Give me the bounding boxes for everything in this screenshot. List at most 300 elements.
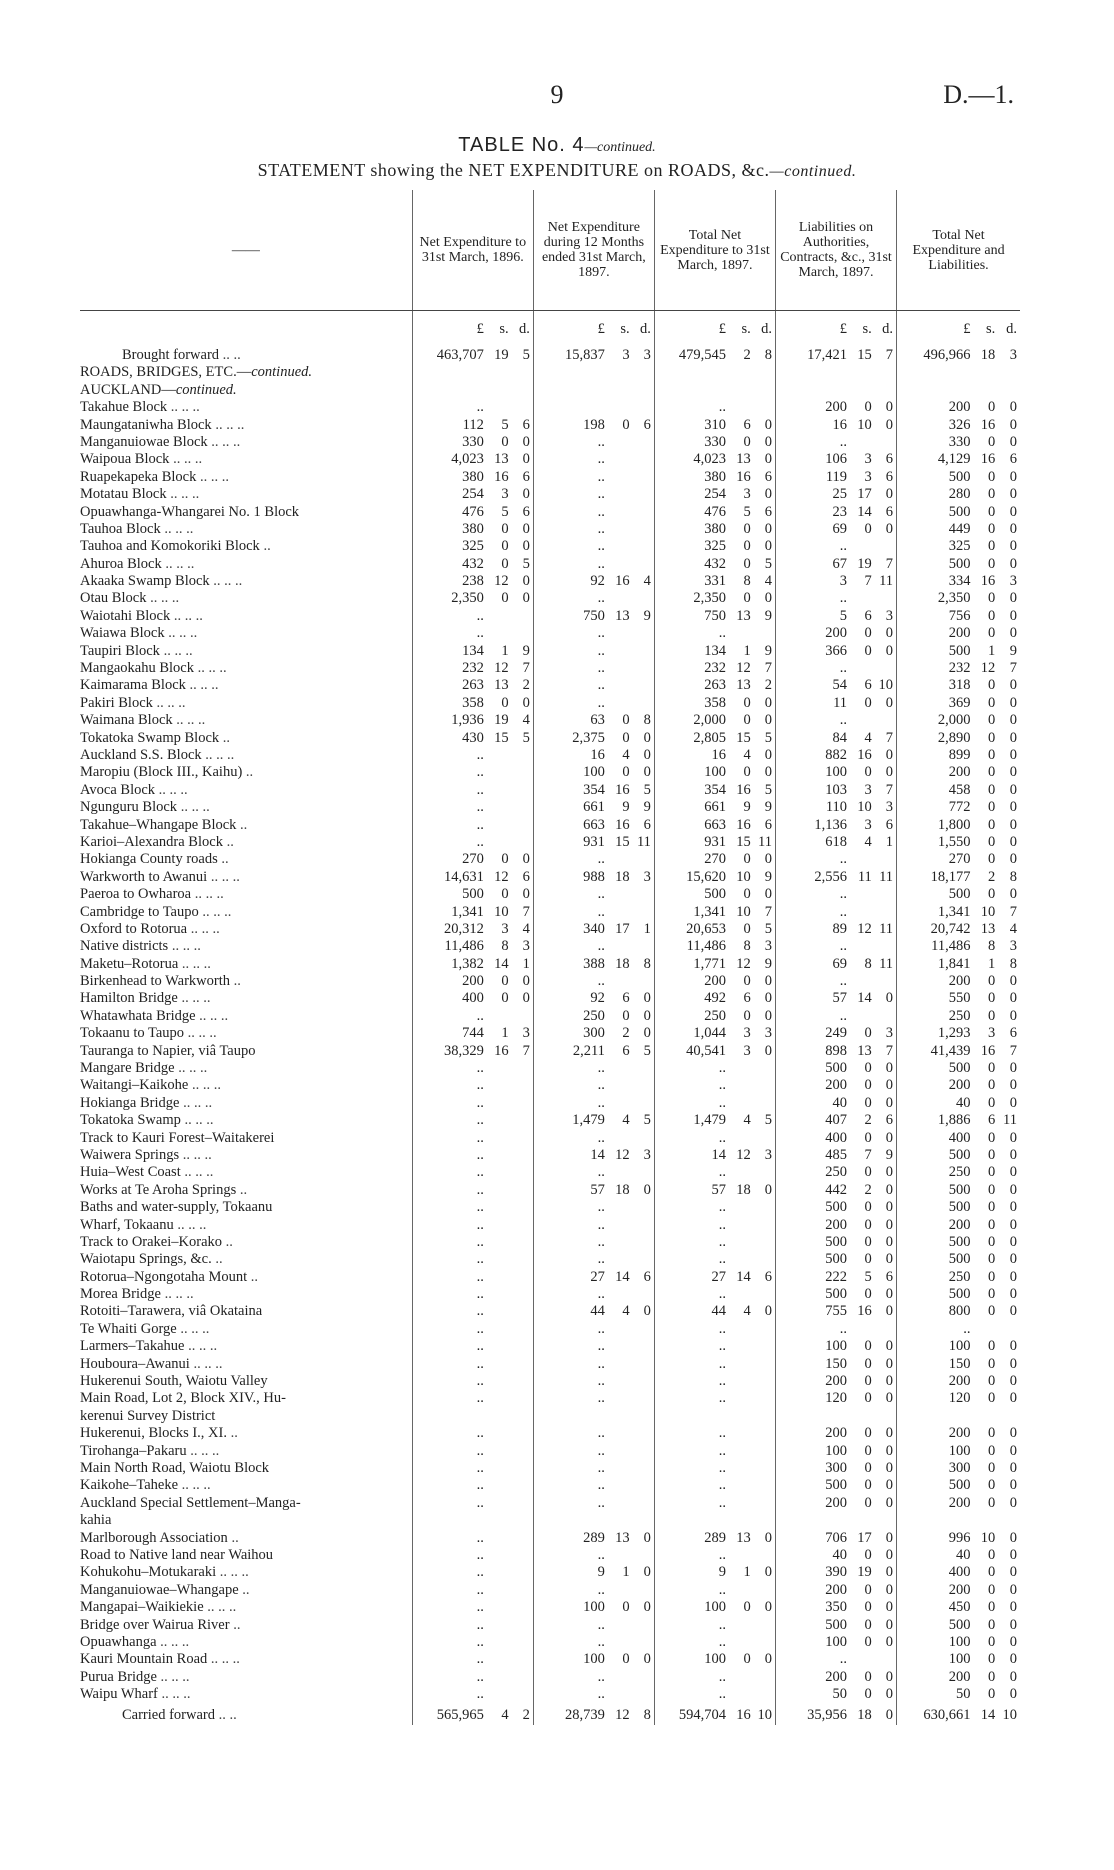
row-63-cont-col4-pounds: [775, 1512, 849, 1529]
row-61-col4-pounds: 300: [775, 1460, 849, 1477]
row-61-col5-shillings: 0: [987, 1460, 996, 1476]
row-61-col1-shillings: [486, 1460, 510, 1477]
row-72-col3-shillings: [728, 1669, 752, 1686]
row-10-col5-pence: 0: [1009, 555, 1017, 572]
row-67-col5-shillings: 0: [987, 1581, 996, 1598]
row-51-col4-pounds: 222: [775, 1269, 849, 1286]
row-58-cont-col4-pence: [873, 1408, 897, 1425]
row-73-col2-pence: [631, 1686, 655, 1703]
row-31-col2-pounds: 340: [533, 921, 607, 938]
row-66-col4-pounds: 390: [775, 1564, 849, 1581]
leader-dots: .. .. ..: [191, 886, 224, 903]
row-69-col1-pounds: ..: [412, 1617, 486, 1634]
row-17-col2-pounds: ..: [533, 677, 607, 694]
table-row: [80, 573, 1020, 590]
row-29-col5-pounds: 500: [897, 886, 973, 903]
row-9-col4-shillings: [849, 538, 873, 555]
row-11-col1-pence: 0: [522, 573, 530, 590]
row-60-col5-shillings: 0: [987, 1442, 996, 1459]
row-49-col2-shillings: [607, 1234, 631, 1251]
row-5-col1-pence: 6: [522, 468, 530, 485]
subsection-heading-col3-shillings: [728, 382, 752, 399]
row-39-col4-pounds: 500: [775, 1060, 849, 1077]
row-label: [80, 1147, 412, 1164]
carried-forward-col4-pence: 0: [885, 1707, 894, 1724]
row-38-col4-shillings: 13: [857, 1042, 872, 1059]
row-63-col3-shillings: [728, 1495, 752, 1512]
row-9-col5-shillings: 0: [987, 538, 996, 555]
row-50-col5-shillings: 0: [987, 1251, 996, 1268]
row-53-col1-pence: [510, 1303, 534, 1320]
row-14-col4-shillings: 0: [864, 625, 872, 642]
row-label-text: Hamilton Bridge: [80, 990, 178, 1007]
row-7-col2-shillings: [607, 504, 631, 521]
row-72-col3-pounds: ..: [654, 1669, 728, 1686]
leader-dots: ..: [247, 1268, 259, 1285]
row-27-col2-pounds: ..: [533, 851, 607, 868]
row-29-col4-pence: [873, 886, 897, 903]
row-55-col2-shillings: [607, 1338, 631, 1355]
row-5-col5-pence: 0: [1009, 468, 1017, 485]
row-32-col5-pence: 3: [1009, 938, 1017, 955]
row-30-col1-pounds: 1,341: [412, 904, 486, 921]
row-14-col4-pounds: 200: [775, 625, 849, 642]
row-label: [80, 399, 412, 416]
row-20-col4-pounds: 84: [775, 730, 849, 747]
row-18-col2-pounds: ..: [533, 695, 607, 712]
row-25-col3-pence: 6: [764, 816, 772, 833]
table-row: [80, 1338, 1020, 1355]
row-label: [80, 1043, 412, 1060]
row-6-col2-pounds: ..: [533, 486, 607, 503]
row-64-col3-pounds: 289: [654, 1530, 728, 1547]
table-row: [80, 1477, 1020, 1494]
row-71-col3-pounds: 100: [654, 1651, 728, 1668]
row-7-col4-pence: 6: [885, 503, 894, 520]
row-44-col4-pence: 9: [885, 1146, 894, 1163]
table-row: [80, 1547, 1020, 1564]
row-19-col4-pounds: ..: [775, 712, 849, 729]
row-16-col3-pence: 7: [764, 660, 772, 677]
row-18-col5-pounds: 369: [897, 695, 973, 712]
row-53-col3-shillings: 4: [743, 1303, 751, 1320]
row-66-col1-pounds: ..: [412, 1564, 486, 1581]
row-8-col2-pounds: ..: [533, 521, 607, 538]
row-49-col2-pounds: ..: [533, 1234, 607, 1251]
row-44-col5-shillings: 0: [987, 1146, 996, 1163]
row-49-col4-shillings: 0: [864, 1233, 872, 1250]
table-row: [80, 590, 1020, 607]
row-22-col2-shillings: 0: [622, 764, 630, 781]
row-20-col1-pence: 5: [522, 729, 530, 746]
row-22-col2-pounds: 100: [533, 764, 607, 781]
row-4-col1-pounds: 4,023: [412, 451, 486, 468]
row-54-col4-pence: [873, 1321, 897, 1338]
row-19-col4-pence: [873, 712, 897, 729]
row-3-col2-pounds: ..: [533, 434, 607, 451]
row-21-col4-pence: 0: [885, 746, 894, 763]
row-label-text: Wharf, Tokaanu: [80, 1216, 174, 1233]
row-70-col4-shillings: 0: [864, 1633, 872, 1650]
row-28-col3-pence: 9: [764, 868, 772, 885]
row-49-col1-shillings: [486, 1234, 510, 1251]
row-label: [80, 1669, 412, 1686]
row-65-col4-pounds: 40: [775, 1547, 849, 1564]
row-68-col2-pence: 0: [643, 1599, 651, 1616]
row-label-text: Baths and water-supply, Tokaanu: [80, 1199, 273, 1216]
unit-pence: d.: [882, 321, 894, 337]
row-2-col4-pounds: 16: [775, 417, 849, 434]
row-15-col2-pence: [631, 643, 655, 660]
row-50-col4-pence: 0: [885, 1251, 894, 1268]
row-43-col4-shillings: 0: [864, 1129, 872, 1146]
row-64-col5-pence: 0: [1009, 1529, 1017, 1546]
row-63-col1-shillings: [486, 1495, 510, 1512]
row-58-cont-col4-shillings: [849, 1408, 873, 1425]
row-55-col3-shillings: [728, 1338, 752, 1355]
row-4-col5-pence: 6: [1009, 451, 1017, 468]
row-12-col3-pounds: 2,350: [654, 590, 728, 607]
row-label-text: Taupiri Block: [80, 642, 160, 659]
row-22-col4-shillings: 0: [864, 764, 872, 781]
row-52-col1-shillings: [486, 1286, 510, 1303]
row-label-text: Pakiri Block: [80, 694, 153, 711]
brought-forward-col4-pounds: 17,421: [775, 347, 849, 364]
section-heading-col3-shillings: [728, 364, 752, 381]
row-56-col3-pounds: ..: [654, 1356, 728, 1373]
row-11-col5-pence: 3: [1009, 573, 1017, 590]
row-49-col1-pence: [510, 1234, 534, 1251]
leader-dots: .. ..: [215, 1707, 237, 1724]
row-1-col1-pence: [510, 399, 534, 416]
leader-dots: ..: [211, 1251, 223, 1268]
row-5-col1-pounds: 380: [412, 469, 486, 486]
row-46-col2-shillings: 18: [615, 1181, 630, 1198]
row-57-col1-pence: [510, 1373, 534, 1390]
row-63-cont-col4-pence: [873, 1512, 897, 1529]
row-48-col5-shillings: 0: [987, 1216, 996, 1233]
row-45-col3-pence: [752, 1164, 776, 1181]
row-label: [80, 747, 412, 764]
row-37-col2-shillings: 2: [622, 1025, 630, 1042]
row-56-col1-pounds: ..: [412, 1356, 486, 1373]
section-heading-col4-pounds: [775, 364, 849, 381]
row-29-col4-shillings: [849, 886, 873, 903]
row-58-col1-pounds: ..: [412, 1390, 486, 1407]
row-66-col3-pounds: 9: [654, 1564, 728, 1581]
row-28-col1-pounds: 14,631: [412, 869, 486, 886]
row-54-col3-shillings: [728, 1321, 752, 1338]
unit-pence: d.: [761, 321, 772, 337]
row-31-col2-shillings: 17: [615, 920, 630, 937]
row-10-col2-pence: [631, 556, 655, 573]
table-row: [80, 764, 1020, 781]
row-56-col3-pence: [752, 1356, 776, 1373]
unit-shilling: s.: [499, 321, 509, 337]
row-31-col2-pence: 1: [643, 920, 651, 937]
row-33-col2-pounds: 388: [533, 956, 607, 973]
row-71-col4-shillings: [849, 1651, 873, 1668]
row-61-col4-pence: 0: [885, 1460, 894, 1476]
row-64-col2-pounds: 289: [533, 1530, 607, 1547]
row-58-col4-pence: 0: [885, 1390, 894, 1407]
row-label: [80, 1530, 412, 1547]
row-3-col3-pounds: 330: [654, 434, 728, 451]
row-20-col3-pence: 5: [764, 729, 772, 746]
leader-dots: ..: [236, 816, 248, 833]
row-62-col5-shillings: 0: [987, 1477, 996, 1494]
row-43-col3-shillings: [728, 1130, 752, 1147]
row-61-col3-pounds: ..: [654, 1460, 728, 1477]
row-52-col1-pence: [510, 1286, 534, 1303]
table-row: [80, 1599, 1020, 1616]
row-65-col4-pence: 0: [885, 1546, 894, 1563]
brought-forward-label-text: Brought forward: [122, 347, 220, 363]
row-53-col2-pounds: 44: [533, 1303, 607, 1320]
row-51-col3-pounds: 27: [654, 1269, 728, 1286]
row-32-col3-pence: 3: [764, 938, 772, 955]
row-14-col2-pence: [631, 625, 655, 642]
row-54-col5-pounds: ..: [897, 1321, 973, 1338]
row-label-text: Kauri Mountain Road: [80, 1651, 208, 1668]
subsection-heading-col2-pence: [631, 382, 655, 399]
row-label: [80, 1199, 412, 1216]
row-35-col4-shillings: 14: [857, 990, 872, 1007]
row-20-col5-shillings: 0: [987, 729, 996, 746]
row-30-col1-shillings: 10: [494, 903, 509, 920]
table-row: [80, 1356, 1020, 1373]
row-52-col3-pence: [752, 1286, 776, 1303]
row-40-col5-shillings: 0: [987, 1077, 996, 1094]
row-38-col1-shillings: 16: [494, 1042, 509, 1059]
row-48-col2-pounds: ..: [533, 1217, 607, 1234]
row-32-col5-pounds: 11,486: [897, 938, 973, 955]
row-67-col2-shillings: [607, 1582, 631, 1599]
row-24-col4-pence: 3: [885, 799, 894, 816]
row-44-col1-shillings: [486, 1147, 510, 1164]
table-row: [80, 1373, 1020, 1390]
row-64-col1-pence: [510, 1530, 534, 1547]
row-44-col2-shillings: 12: [615, 1146, 630, 1163]
table-row: [80, 1060, 1020, 1077]
row-36-col4-shillings: [849, 1008, 873, 1025]
row-label: [80, 1356, 412, 1373]
row-label-text: Maungataniwha Block: [80, 416, 212, 433]
row-label: [80, 782, 412, 799]
row-58-col3-shillings: [728, 1390, 752, 1407]
row-37-col1-shillings: 1: [501, 1025, 509, 1042]
row-50-col5-pounds: 500: [897, 1251, 973, 1268]
row-70-col2-pence: [631, 1634, 655, 1651]
row-30-col3-pounds: 1,341: [654, 904, 728, 921]
row-55-col5-pence: 0: [1009, 1338, 1017, 1355]
row-label-text: Oxford to Rotorua: [80, 920, 188, 937]
row-25-col1-pence: [510, 817, 534, 834]
row-72-col1-pence: [510, 1669, 534, 1686]
row-5-col1-shillings: 16: [494, 468, 509, 485]
row-64-col2-pence: 0: [643, 1529, 651, 1546]
leader-dots: .. .. ..: [156, 1633, 190, 1650]
row-38-col1-pounds: 38,329: [412, 1043, 486, 1060]
row-9-col3-pounds: 325: [654, 538, 728, 555]
row-11-col4-pence: 11: [879, 573, 894, 590]
row-57-col4-pence: 0: [885, 1373, 894, 1390]
brought-forward-col3-pounds: 479,545: [654, 347, 728, 364]
row-18-col5-shillings: 0: [987, 694, 996, 711]
row-44-col2-pence: 3: [643, 1146, 651, 1163]
row-50-col3-pence: [752, 1251, 776, 1268]
row-14-col4-pence: 0: [885, 625, 894, 642]
row-1-col2-pounds: [533, 399, 607, 416]
leader-dots: .. .. ..: [198, 903, 232, 920]
row-55-col4-pence: 0: [885, 1338, 894, 1355]
row-42-col1-pounds: ..: [412, 1112, 486, 1129]
row-32-col1-pence: 3: [522, 938, 530, 955]
row-62-col4-pence: 0: [885, 1477, 894, 1494]
row-29-col2-shillings: [607, 886, 631, 903]
carried-forward-col2-pounds: 28,739: [533, 1703, 607, 1724]
row-68-col3-pounds: 100: [654, 1599, 728, 1616]
row-51-col5-shillings: 0: [987, 1268, 996, 1285]
row-41-col2-shillings: [607, 1095, 631, 1112]
table-row: [80, 817, 1020, 834]
row-50-col3-shillings: [728, 1251, 752, 1268]
row-62-col1-pence: [510, 1477, 534, 1494]
row-label: [80, 1077, 412, 1094]
row-47-col2-pounds: ..: [533, 1199, 607, 1216]
row-24-col1-pounds: ..: [412, 799, 486, 816]
row-label-text: Morea Bridge: [80, 1286, 161, 1303]
brought-forward-row: [80, 347, 1020, 364]
row-16-col1-pounds: 232: [412, 660, 486, 677]
row-label: [80, 990, 412, 1007]
leader-dots: .. .. ..: [207, 1651, 240, 1668]
row-49-col1-pounds: ..: [412, 1234, 486, 1251]
table-row: [80, 1564, 1020, 1581]
row-72-col4-shillings: 0: [864, 1668, 872, 1685]
row-9-col5-pence: 0: [1009, 538, 1017, 555]
row-29-col5-shillings: 0: [987, 886, 996, 903]
row-45-col1-pence: [510, 1164, 534, 1181]
row-label: [80, 643, 412, 660]
row-35-col3-pence: 0: [764, 990, 772, 1007]
row-20-col1-shillings: 15: [494, 729, 509, 746]
row-69-col5-shillings: 0: [987, 1616, 996, 1633]
row-32-col3-shillings: 8: [743, 938, 751, 955]
row-21-col2-pounds: 16: [533, 747, 607, 764]
row-1-col5-shillings: 0: [987, 399, 996, 416]
row-31-col3-pounds: 20,653: [654, 921, 728, 938]
row-20-col2-shillings: 0: [622, 729, 630, 746]
row-9-col1-pounds: 325: [412, 538, 486, 555]
unit-pound: £: [775, 311, 849, 342]
row-label-text: Tirohanga–Pakaru: [80, 1442, 187, 1459]
row-label-text: Manganuiowae–Whangape: [80, 1581, 239, 1598]
row-65-col1-shillings: [486, 1547, 510, 1564]
leader-dots: .. .. ..: [201, 746, 235, 763]
row-label: [80, 1303, 412, 1320]
row-69-col1-shillings: [486, 1617, 510, 1634]
row-52-col1-pounds: ..: [412, 1286, 486, 1303]
expenditure-table: [80, 190, 1020, 1725]
row-57-col1-pounds: ..: [412, 1373, 486, 1390]
row-label-text: Ngunguru Block: [80, 799, 178, 816]
subsection-heading-col5-shillings: [972, 382, 996, 399]
leader-dots: ..: [238, 1581, 250, 1598]
leader-dots: .. .. ..: [167, 399, 200, 416]
row-label-text: Bridge over Wairua River: [80, 1616, 230, 1633]
row-42-col5-shillings: 6: [987, 1112, 996, 1129]
section-heading-col2-shillings: [607, 364, 631, 381]
row-24-col3-pence: 9: [764, 799, 772, 816]
row-63-col2-pounds: ..: [533, 1495, 607, 1512]
row-10-col4-pence: 7: [885, 555, 894, 572]
row-48-col1-pence: [510, 1217, 534, 1234]
row-10-col5-pounds: 500: [897, 556, 973, 573]
row-54-col5-pence: [996, 1321, 1020, 1338]
row-72-col4-pence: 0: [885, 1668, 894, 1685]
leader-dots: .. .. ..: [174, 1060, 208, 1077]
row-label-text: Waimana Block: [80, 712, 173, 729]
row-9-col3-pence: 0: [764, 538, 772, 555]
row-12-col4-pounds: ..: [775, 590, 849, 607]
row-69-col1-pence: [510, 1617, 534, 1634]
row-label: [80, 904, 412, 921]
row-54-col5-shillings: [972, 1321, 996, 1338]
row-label: [80, 1008, 412, 1025]
row-64-col3-shillings: 13: [736, 1529, 751, 1546]
row-31-col4-pounds: 89: [775, 921, 849, 938]
row-22-col3-pence: 0: [764, 764, 772, 781]
row-18-col4-shillings: 0: [864, 694, 872, 711]
row-23-col4-shillings: 3: [864, 781, 872, 798]
row-17-col5-pence: 0: [1009, 677, 1017, 694]
row-4-col2-shillings: [607, 451, 631, 468]
row-51-col2-shillings: 14: [615, 1268, 630, 1285]
row-14-col5-pounds: 200: [897, 625, 973, 642]
table-row: [80, 712, 1020, 729]
row-60-col4-pounds: 100: [775, 1443, 849, 1460]
row-15-col5-pence: 9: [1009, 642, 1017, 659]
row-1-col4-pence: 0: [885, 399, 894, 416]
row-20-col2-pounds: 2,375: [533, 730, 607, 747]
row-72-col5-shillings: 0: [987, 1668, 996, 1685]
row-62-col4-shillings: 0: [864, 1477, 872, 1494]
row-45-col1-shillings: [486, 1164, 510, 1181]
row-29-col3-pence: 0: [764, 886, 772, 903]
section-heading-col2-pounds: [533, 364, 607, 381]
row-52-col5-pence: 0: [1009, 1286, 1017, 1303]
row-12-col4-pence: [873, 590, 897, 607]
table-row: [80, 1077, 1020, 1094]
leader-dots: ..: [226, 1425, 238, 1442]
row-22-col1-pence: [510, 764, 534, 781]
row-17-col3-shillings: 13: [736, 677, 751, 694]
row-61-col1-pounds: ..: [412, 1460, 486, 1477]
row-3-col1-pence: 0: [522, 433, 530, 450]
row-41-col2-pence: [631, 1095, 655, 1112]
row-label: [80, 1617, 412, 1634]
row-label-text: Tauhoa and Komokoriki Block: [80, 538, 260, 555]
row-49-col3-shillings: [728, 1234, 752, 1251]
row-33-col2-shillings: 18: [615, 955, 630, 972]
table-row: [80, 1495, 1020, 1512]
row-label-text: Mangaokahu Block: [80, 660, 194, 677]
row-59-col3-shillings: [728, 1425, 752, 1442]
row-60-col2-pence: [631, 1443, 655, 1460]
row-68-col3-pence: 0: [764, 1599, 772, 1616]
row-20-col3-shillings: 15: [736, 729, 751, 746]
